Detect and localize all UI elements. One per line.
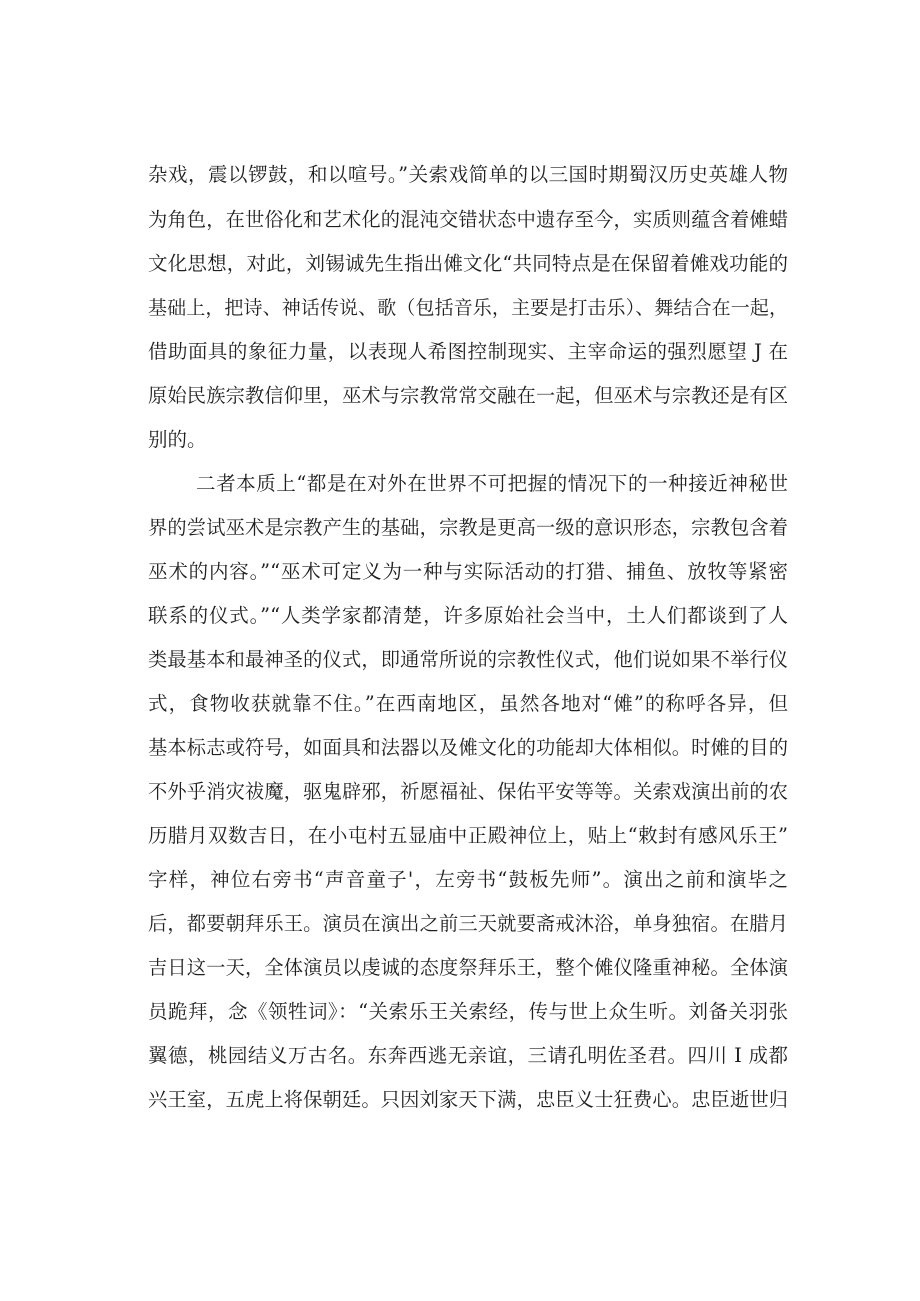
text-line: 借助面具的象征力量，以表现人希图控制现实、主宰命运的强烈愿望 J 在 xyxy=(148,340,788,363)
text-line: 基本标志或符号，如面具和法器以及傩文化的功能却大体相似。时傩的目的 xyxy=(148,736,788,759)
text-line: 文化思想，对此，刘锡诚先生指出傩文化“共同特点是在保留着傩戏功能的 xyxy=(148,252,788,275)
text-line: 员跪拜，念《领牲词》：“关索乐王关索经，传与世上众生听。刘备关羽张 xyxy=(148,1000,788,1023)
text-line: 翼德，桃园结义万古名。东奔西逃无亲谊，三请孔明佐圣君。四川 I 成都 xyxy=(148,1044,788,1067)
text-line: 兴王室，五虎上将保朝廷。只因刘家天下满，忠臣义士狂费心。忠臣逝世归 xyxy=(148,1088,788,1111)
text-line: 基础上，把诗、神话传说、歌（包括音乐，主要是打击乐）、舞结合在一起， xyxy=(148,297,788,319)
text-line: 类最基本和最神圣的仪式，即通常所说的宗教性仪式，他们说如果不举行仪 xyxy=(148,648,788,671)
text-line: 后，都要朝拜乐王。演员在演出之前三天就要斋戒沐浴，单身独宿。在腊月 xyxy=(148,912,788,935)
text-line: 吉日这一天，全体演员以虔诚的态度祭拜乐王，整个傩仪隆重神秘。全体演 xyxy=(148,956,788,979)
text-line: 式，食物收获就靠不住。”在西南地区，虽然各地对“傩”的称呼各异，但 xyxy=(148,692,788,715)
text-line: 界的尝试巫术是宗教产生的基础，宗教是更高一级的意识形态，宗教包含着 xyxy=(148,516,788,539)
text-line: 巫术的内容。”“巫术可定义为一种与实际活动的打猎、捕鱼、放牧等紧密 xyxy=(148,560,788,583)
text-line: 字样，神位右旁书“声音童子'，左旁书“鼓板先师”。演出之前和演毕之 xyxy=(148,868,788,891)
text-line: 别的。 xyxy=(148,428,207,451)
text-line: 不外乎消灾祓魔，驱鬼辟邪，祈愿福祉、保佑平安等等。关索戏演出前的农 xyxy=(148,780,788,803)
text-line: 杂戏，震以锣鼓，和以喧号。”关索戏简单的以三国时期蜀汉历史英雄人物 xyxy=(148,163,788,186)
text-line: 二者本质上“都是在对外在世界不可把握的情况下的一种接近神秘世 xyxy=(196,472,788,495)
text-line: 为角色，在世俗化和艺术化的混沌交错状态中遗存至今，实质则蕴含着傩蜡 xyxy=(148,208,788,231)
text-line: 联系的仪式。”“人类学家都清楚，许多原始社会当中，土人们都谈到了人 xyxy=(148,604,788,627)
text-line: 原始民族宗教信仰里，巫术与宗教常常交融在一起，但巫术与宗教还是有区 xyxy=(148,384,788,407)
text-line: 历腊月双数吉日，在小屯村五显庙中正殿神位上，贴上“敕封有感风乐王” xyxy=(148,824,788,847)
